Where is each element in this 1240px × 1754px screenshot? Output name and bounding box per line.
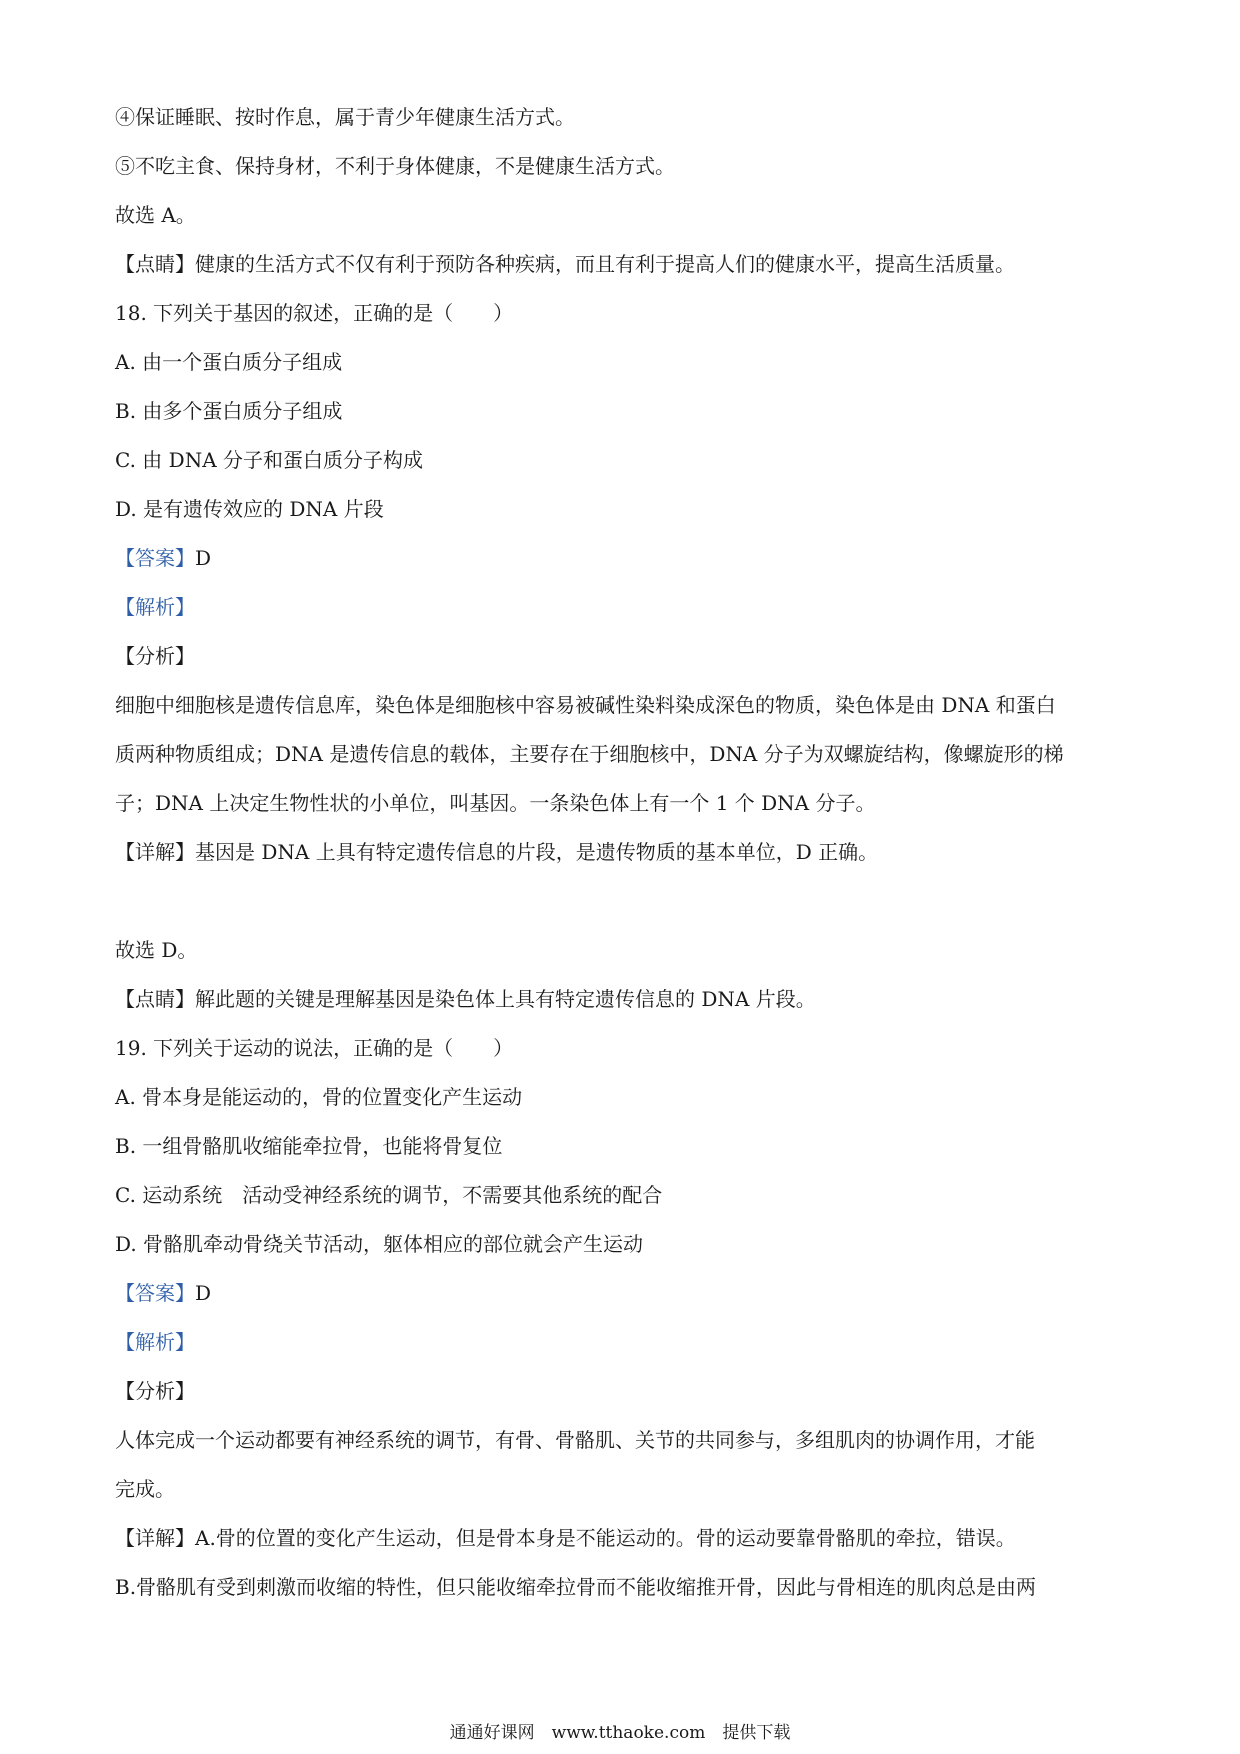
question-18-tip: 【点睛】解此题的关键是理解基因是染色体上具有特定遗传信息的 DNA 片段。 [115, 987, 816, 1011]
answer-value: D [195, 1281, 212, 1305]
text-line: ④保证睡眠、按时作息，属于青少年健康生活方式。 [115, 105, 575, 129]
question-19-option-b: B. 一组骨骼肌收缩能牵拉骨，也能将骨复位 [115, 1134, 503, 1158]
question-19-jiexi-label: 【解析】 [115, 1330, 195, 1354]
question-19-option-d: D. 骨骼肌牵动骨绕关节活动，躯体相应的部位就会产生运动 [115, 1232, 644, 1256]
question-18-option-d: D. 是有遗传效应的 DNA 片段 [115, 497, 384, 521]
question-19-detail-line: B.骨骼肌有受到刺激而收缩的特性，但只能收缩牵拉骨而不能收缩推开骨，因此与骨相连的肌肉总是由两 [115, 1575, 1037, 1599]
question-18-analysis-line: 质两种物质组成；DNA 是遗传信息的载体，主要存在于细胞核中，DNA 分子为双螺旋结构，像螺旋形的梯 [115, 742, 1064, 766]
question-19-answer [115, 1280, 211, 1306]
text-line: ⑤不吃主食、保持身材，不利于身体健康，不是健康生活方式。 [115, 154, 675, 178]
question-19-option-a: A. 骨本身是能运动的，骨的位置变化产生运动 [115, 1085, 523, 1109]
question-19-detail-line: 【详解】A.骨的位置的变化产生运动，但是骨本身是不能运动的。骨的运动要靠骨骼肌的牵拉，错误。 [115, 1526, 1016, 1550]
question-19-stem: 19. 下列关于运动的说法，正确的是（ ） [115, 1036, 514, 1060]
question-18-stem: 18. 下列关于基因的叙述，正确的是（ ） [115, 301, 514, 325]
question-18-option-c: C. 由 DNA 分子和蛋白质分子构成 [115, 448, 423, 472]
answer-label: 【答案】 [115, 546, 195, 570]
question-18-conclusion: 故选 D。 [115, 938, 198, 962]
question-18-analysis-line: 细胞中细胞核是遗传信息库，染色体是细胞核中容易被碱性染料染成深色的物质，染色体是由 DNA 和蛋白 [115, 693, 1056, 717]
tip-line: 【点睛】健康的生活方式不仅有利于预防各种疾病，而且有利于提高人们的健康水平，提高生活质量。 [115, 252, 1015, 276]
question-19-fenxi-label: 【分析】 [115, 1379, 195, 1403]
question-18-analysis-line: 子；DNA 上决定生物性状的小单位，叫基因。一条染色体上有一个 1 个 DNA 分子。 [115, 791, 876, 815]
question-18-detail: 【详解】基因是 DNA 上具有特定遗传信息的片段，是遗传物质的基本单位，D 正确。 [115, 840, 879, 864]
answer-value: D [195, 546, 212, 570]
question-18-answer [115, 545, 211, 571]
question-18-fenxi-label: 【分析】 [115, 644, 195, 668]
question-18-jiexi-label: 【解析】 [115, 595, 195, 619]
question-19-analysis-line: 人体完成一个运动都要有神经系统的调节，有骨、骨骼肌、关节的共同参与，多组肌肉的协调作用，才能 [115, 1428, 1035, 1452]
answer-label: 【答案】 [115, 1281, 195, 1305]
question-19-analysis-line: 完成。 [115, 1477, 175, 1501]
question-19-option-c: C. 运动系统 活动受神经系统的调节，不需要其他系统的配合 [115, 1183, 663, 1207]
text-line: 故选 A。 [115, 203, 196, 227]
question-18-option-a: A. 由一个蛋白质分子组成 [115, 350, 343, 374]
page-footer: 通通好课网 www.tthaoke.com 提供下载 [449, 1723, 791, 1743]
question-18-option-b: B. 由多个蛋白质分子组成 [115, 399, 343, 423]
